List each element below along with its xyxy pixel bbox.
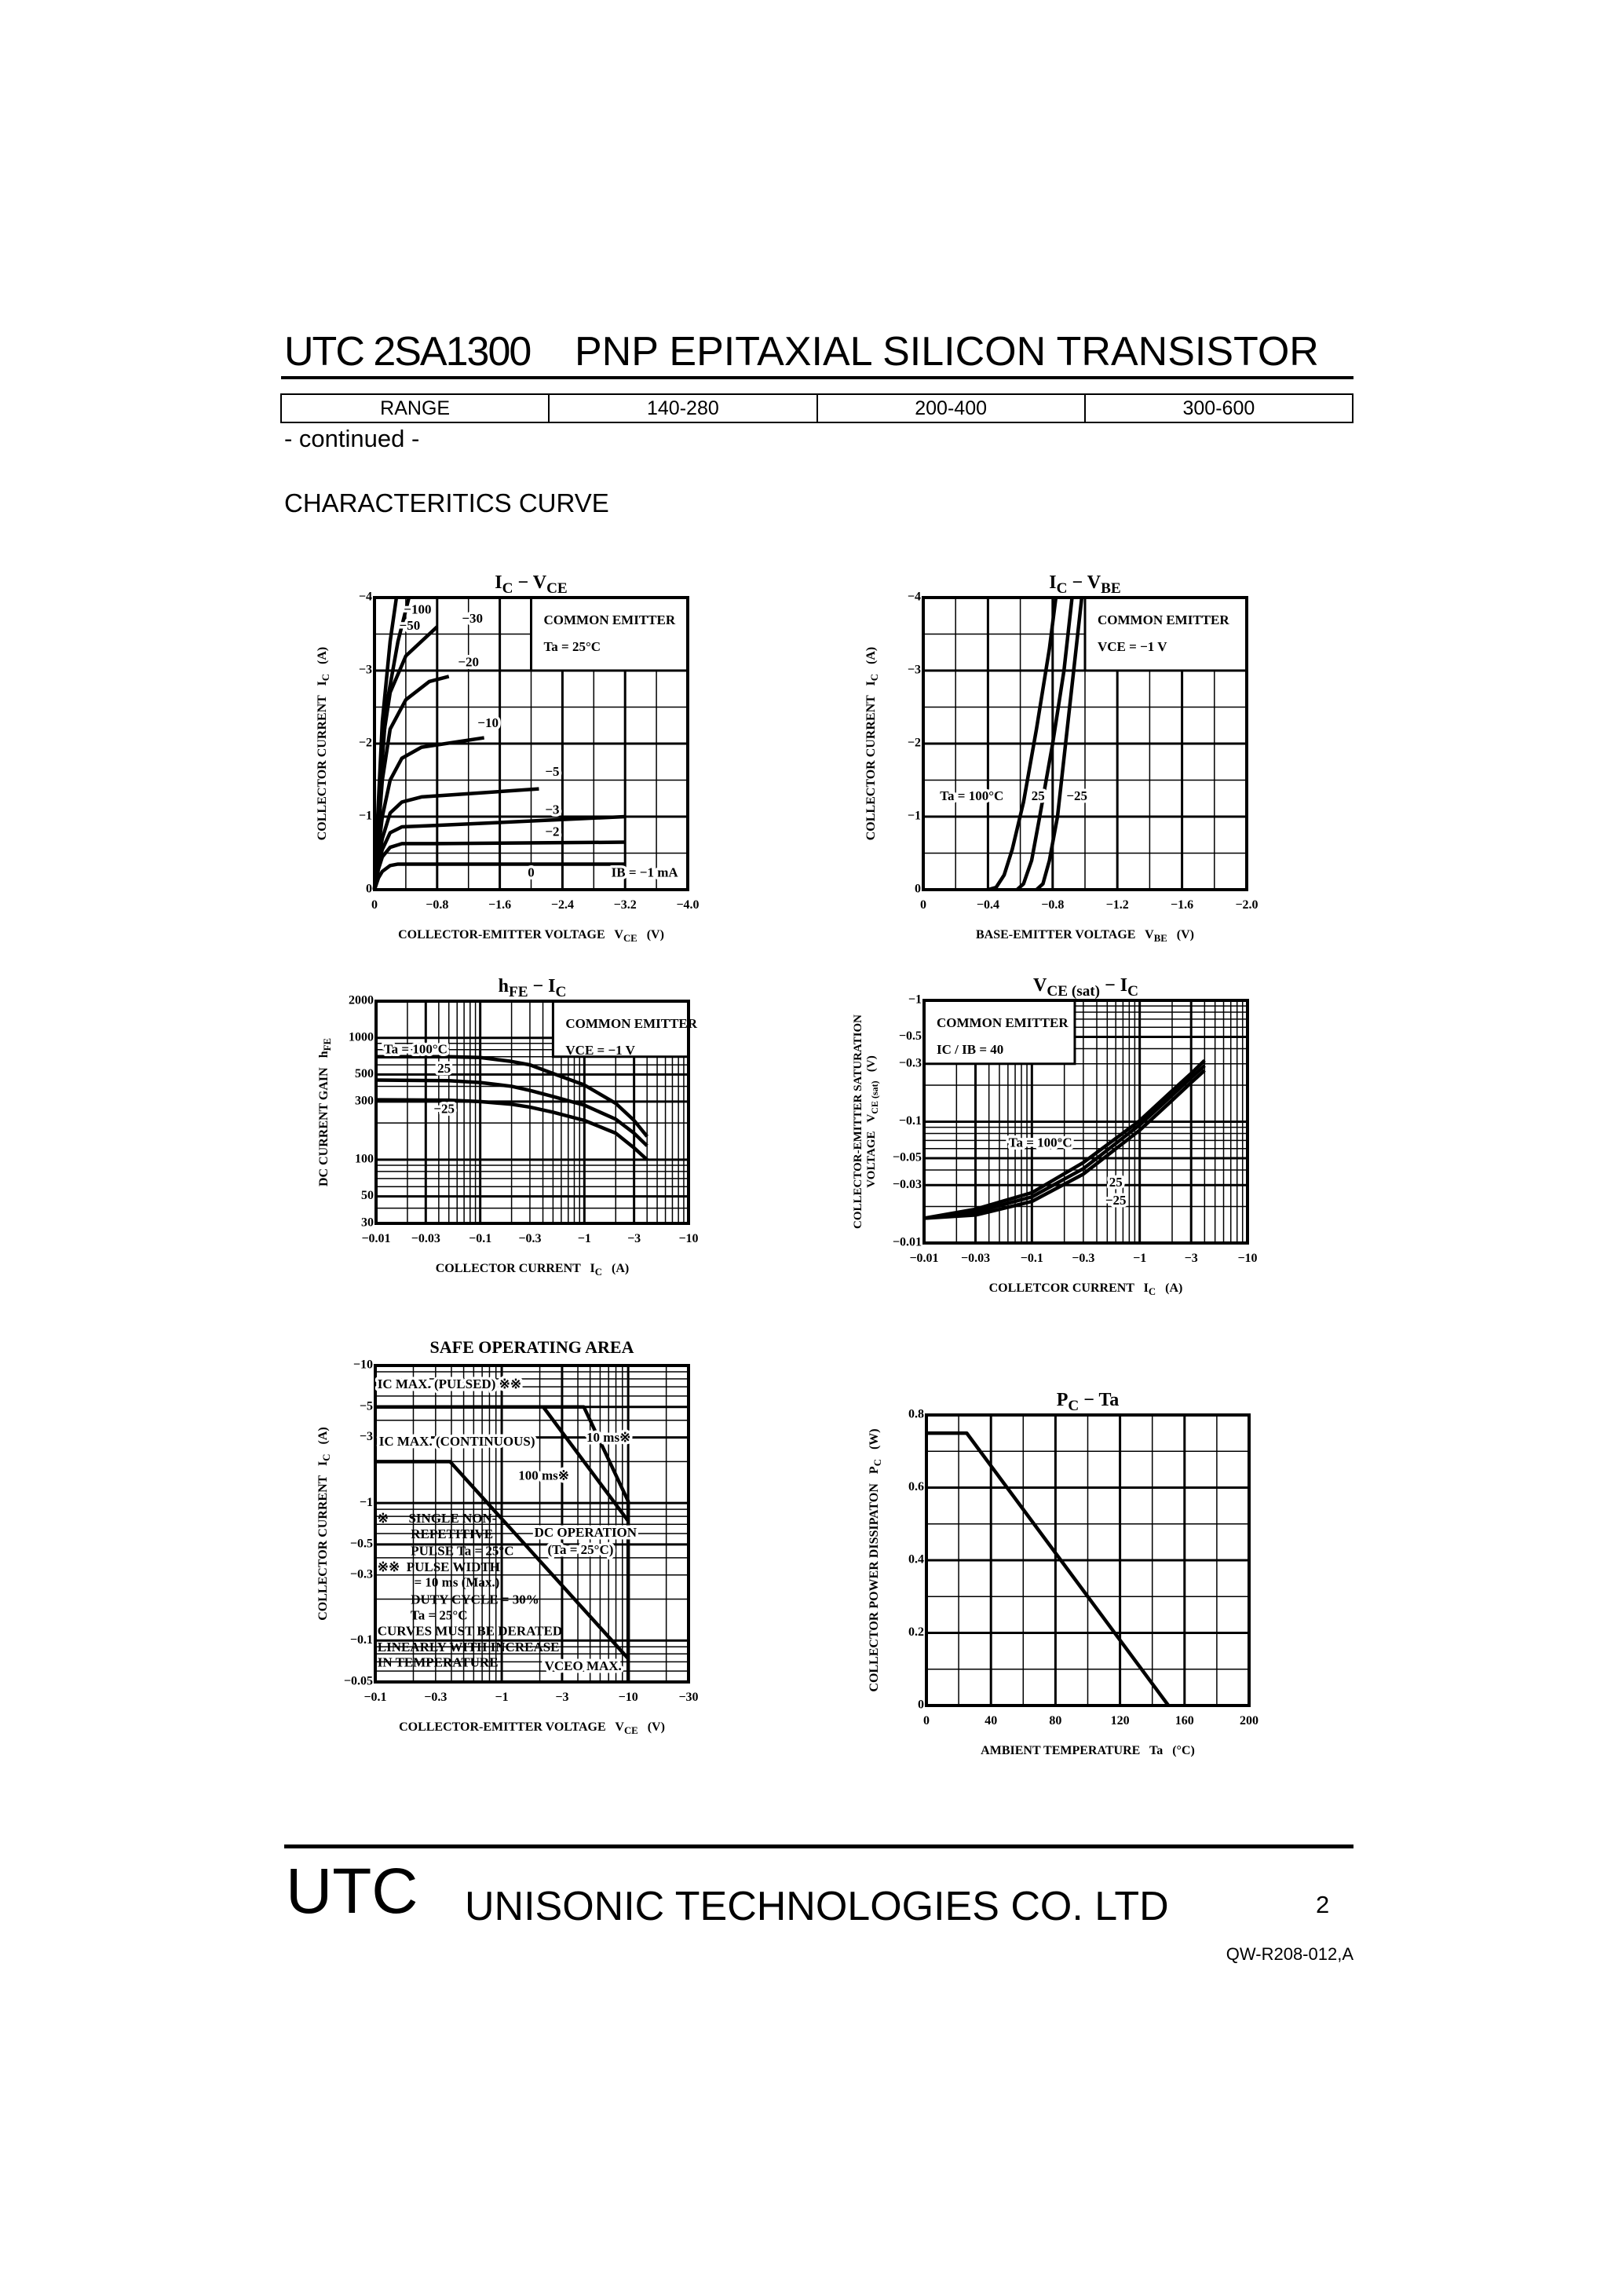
y-tick-label: −0.3 — [898, 1056, 922, 1070]
note-line: ※ SINGLE NON- — [377, 1510, 497, 1526]
text-segment: C — [555, 983, 567, 1000]
text-segment: COLLETCOR CURRENT I — [988, 1281, 1149, 1295]
y-axis-label — [317, 1038, 333, 1186]
text-segment: BE — [1101, 579, 1121, 597]
y-tick-label: −5 — [359, 1399, 373, 1413]
text-segment: − Ta — [1079, 1390, 1120, 1410]
x-tick-label: −0.3 — [518, 1232, 542, 1245]
x-axis-label — [976, 928, 1194, 944]
curve-label: −100 — [404, 601, 432, 617]
y-tick-label: −3 — [907, 663, 921, 677]
note-line: IN TEMPERATURE — [377, 1654, 499, 1670]
note-line: ※※ PULSE WIDTH — [377, 1559, 500, 1574]
y-tick-label: 0 — [918, 1698, 924, 1712]
text-segment: (A) — [602, 1262, 630, 1275]
x-tick-label: −10 — [618, 1691, 638, 1704]
curve-label: −3 — [545, 802, 560, 817]
note-line: CURVES MUST BE DERATED — [377, 1623, 563, 1639]
section-title: CHARACTERITICS CURVE — [284, 488, 609, 517]
y-tick-label: 300 — [355, 1094, 374, 1108]
text-segment: (V) — [637, 1720, 665, 1734]
curve-label: 100 ms※ — [518, 1468, 570, 1483]
y-tick-label: −0.05 — [892, 1150, 922, 1164]
text-segment: COLLECTOR CURRENT I — [435, 1262, 595, 1275]
chart-0 — [316, 572, 700, 944]
text-segment: COLLECTOR-EMITTER VOLTAGE V — [399, 1720, 624, 1734]
page-number: 2 — [1316, 1891, 1330, 1918]
x-tick-label: −4.0 — [676, 898, 700, 912]
y-tick-label: 0.4 — [908, 1552, 924, 1567]
x-tick-label: −0.8 — [1041, 898, 1065, 912]
y-tick-label: −4 — [358, 590, 372, 604]
y-tick-label: −0.05 — [343, 1674, 373, 1688]
text-segment: CE — [623, 1724, 638, 1736]
note-line: Ta = 25°C — [377, 1607, 468, 1623]
legend-box — [532, 598, 689, 671]
x-tick-label: −3 — [627, 1232, 641, 1245]
chart-3 — [852, 975, 1258, 1297]
text-segment: C — [502, 579, 513, 597]
x-tick-label: −0.3 — [424, 1691, 448, 1704]
text-segment: COLLECTOR CURRENT I — [864, 681, 878, 841]
x-tick-label: −0.3 — [1072, 1252, 1095, 1265]
curve-label: 25 — [1031, 788, 1045, 803]
x-tick-label: −2.0 — [1235, 898, 1259, 912]
x-tick-label: −1 — [577, 1232, 591, 1245]
legend-text: VCE = −1 V — [565, 1043, 635, 1058]
note-line: PULSE Ta = 25°C — [377, 1543, 514, 1559]
y-tick-label: −1 — [908, 993, 922, 1007]
curve-label: Ta = 100°C — [383, 1041, 448, 1057]
curve-label: DC OPERATION — [534, 1524, 637, 1540]
legend-text: COMMON EMITTER — [1098, 612, 1229, 627]
y-tick-label: 50 — [361, 1189, 374, 1203]
chart-title — [495, 572, 567, 597]
y-tick-label: 2000 — [349, 993, 374, 1007]
text-segment: CE (sat) — [1047, 982, 1101, 1000]
text-segment: C — [1127, 982, 1138, 1000]
text-segment: (A) — [316, 646, 329, 674]
y-tick-label: 100 — [355, 1152, 374, 1166]
company-name: UNISONIC TECHNOLOGIES CO. LTD — [465, 1884, 1169, 1929]
curve-label: 25 — [1109, 1174, 1123, 1190]
chart-title — [1033, 975, 1138, 1000]
y-axis-label — [316, 647, 331, 840]
x-tick-label: −3.2 — [613, 898, 637, 912]
curve-label: Ta = 100°C — [940, 788, 1004, 803]
y-axis-label — [868, 1428, 883, 1691]
range-cell: 140-280 — [548, 395, 816, 422]
series-line — [374, 789, 539, 890]
series-line — [926, 1433, 1168, 1706]
x-tick-label: 40 — [985, 1714, 998, 1727]
legend-text: VCE = −1 V — [1098, 639, 1167, 654]
y-axis-label — [864, 647, 880, 840]
y-tick-label: −0.01 — [892, 1235, 922, 1249]
x-tick-label: −1 — [495, 1691, 509, 1704]
text-segment: DC CURRENT GAIN h — [317, 1051, 331, 1186]
x-tick-label: −0.1 — [363, 1691, 387, 1704]
text-segment: COLLECTOR POWER DISSIPATON P — [868, 1466, 881, 1692]
y-tick-label: 1000 — [349, 1030, 374, 1044]
text-segment: (A) — [864, 646, 878, 674]
text-segment: COLLECTOR-EMITTER SATURATION — [852, 1015, 864, 1229]
x-tick-label: 120 — [1110, 1714, 1130, 1727]
x-tick-label: −2.4 — [550, 898, 574, 912]
y-tick-label: −0.1 — [898, 1114, 922, 1128]
chart-2 — [317, 976, 699, 1278]
x-tick-label: −3 — [555, 1691, 569, 1704]
y-tick-label: −0.1 — [349, 1632, 373, 1647]
x-tick-label: −1.2 — [1105, 898, 1129, 912]
text-segment: COLLECTOR CURRENT I — [316, 681, 329, 841]
curve-label: −25 — [1066, 788, 1088, 803]
y-tick-label: 30 — [361, 1216, 374, 1230]
legend-text: COMMON EMITTER — [565, 1016, 698, 1031]
text-segment: − I — [1100, 975, 1128, 996]
text-segment: C — [320, 1453, 332, 1461]
x-tick-label: −1 — [1133, 1252, 1147, 1265]
text-segment: C — [320, 673, 331, 682]
text-segment: BE — [1153, 932, 1167, 944]
chart-title — [1049, 572, 1120, 597]
y-tick-label: 0.8 — [908, 1407, 924, 1421]
x-tick-label: 160 — [1174, 1714, 1194, 1727]
curve-label: 0 — [528, 865, 535, 880]
x-tick-label: −0.03 — [411, 1232, 440, 1245]
legend-text: COMMON EMITTER — [543, 612, 676, 627]
y-tick-label: −2 — [907, 736, 921, 750]
text-segment: V — [1033, 975, 1047, 996]
curve-label: IB = −1 mA — [611, 865, 678, 880]
text-segment: BASE-EMITTER VOLTAGE V — [975, 928, 1154, 941]
x-axis-label — [436, 1262, 629, 1278]
part-number: UTC 2SA1300 — [284, 329, 531, 375]
note-line: = 10 ms (Max.) — [377, 1574, 500, 1590]
note-line: DUTY CYCLE = 30% — [377, 1592, 539, 1607]
x-tick-label: −0.01 — [909, 1252, 939, 1265]
y-axis-label — [316, 1427, 332, 1620]
y-tick-label: −3 — [359, 1430, 373, 1444]
legend-box — [1085, 598, 1247, 671]
x-tick-label: −0.4 — [976, 898, 999, 912]
text-segment: (A) — [316, 1427, 330, 1454]
curve-label: −50 — [399, 618, 421, 634]
curve-label: IC MAX. (PULSED) ※※ — [377, 1376, 522, 1391]
curve-label: −2 — [545, 824, 560, 839]
curve-label: −5 — [545, 764, 560, 780]
chart-1 — [864, 572, 1259, 944]
x-tick-label: 0 — [923, 1714, 930, 1727]
footer-rule — [284, 1844, 1353, 1848]
y-tick-label: −0.5 — [898, 1029, 922, 1044]
document-number: QW-R208-012,A — [1226, 1944, 1353, 1964]
legend-text: IC / IB = 40 — [937, 1042, 1004, 1057]
curve-label: −30 — [462, 610, 484, 626]
y-tick-label: 0.2 — [908, 1625, 924, 1640]
y-tick-label: −1 — [359, 1495, 373, 1509]
y-tick-label: −3 — [358, 663, 372, 677]
x-tick-label: −0.1 — [1020, 1252, 1043, 1265]
text-segment: C — [868, 673, 880, 682]
x-tick-label: −10 — [678, 1232, 699, 1245]
y-axis-label — [865, 1055, 880, 1187]
text-segment: VOLTAGE V — [865, 1113, 878, 1188]
text-segment: COLLECTOR-EMITTER VOLTAGE V — [398, 928, 623, 941]
text-segment: CE (sat) — [868, 1080, 880, 1114]
legend-text: COMMON EMITTER — [937, 1015, 1069, 1030]
text-segment: P — [1056, 1390, 1069, 1410]
chart-5 — [868, 1390, 1259, 1757]
x-axis-label — [981, 1744, 1195, 1757]
x-tick-label: 0 — [920, 898, 926, 912]
curve-label: 10 ms※ — [586, 1429, 631, 1445]
text-segment: I — [495, 572, 502, 593]
y-tick-label: −1 — [358, 809, 372, 823]
y-tick-label: −10 — [353, 1358, 373, 1372]
legend-text: Ta = 25°C — [543, 639, 601, 654]
x-tick-label: 200 — [1240, 1714, 1259, 1727]
curve-label: −25 — [433, 1101, 455, 1117]
text-segment: (V) — [637, 928, 664, 941]
curve-label: 25 — [437, 1060, 451, 1076]
text-segment: (V) — [865, 1055, 878, 1081]
text-segment: CE — [623, 932, 637, 944]
y-tick-label: −0.03 — [892, 1177, 922, 1191]
curve-label: VCEO MAX. — [544, 1658, 622, 1674]
part-description: PNP EPITAXIAL SILICON TRANSISTOR — [575, 329, 1319, 375]
y-tick-label: −1 — [907, 809, 921, 823]
curve-label: IC MAX. (CONTINUOUS) — [378, 1434, 535, 1450]
text-segment: (A) — [1156, 1281, 1183, 1295]
curve-label: −20 — [458, 654, 480, 670]
note-line: LINEARLY WITH INCREASE — [377, 1639, 560, 1654]
y-tick-label: −0.5 — [349, 1537, 373, 1551]
y-tick-label: −4 — [907, 590, 921, 604]
chart-4 — [316, 1337, 699, 1736]
x-tick-label: 0 — [371, 898, 378, 912]
x-tick-label: −0.8 — [426, 898, 449, 912]
x-tick-label: −10 — [1237, 1252, 1258, 1265]
y-axis-label — [852, 1015, 864, 1229]
x-tick-label: −0.03 — [960, 1252, 991, 1265]
text-segment: FE — [508, 983, 528, 1000]
text-segment: COLLECTOR CURRENT I — [316, 1461, 330, 1621]
y-tick-label: 0 — [915, 882, 921, 896]
x-tick-label: −0.1 — [469, 1232, 492, 1245]
text-segment: (W) — [868, 1428, 881, 1460]
company-logo: UTC — [286, 1855, 418, 1927]
y-tick-label: 0 — [366, 882, 372, 896]
curve-label: (Ta = 25°C) — [547, 1541, 614, 1557]
x-tick-label: −1.6 — [488, 898, 512, 912]
x-tick-label: −3 — [1184, 1252, 1198, 1265]
curve-label: Ta = 100°C — [1008, 1135, 1072, 1150]
chart-title — [430, 1337, 634, 1357]
x-tick-label: 80 — [1049, 1714, 1062, 1727]
text-segment: FE — [321, 1038, 333, 1051]
text-segment: AMBIENT TEMPERATURE Ta (°C) — [981, 1744, 1195, 1757]
text-segment: − V — [513, 572, 547, 593]
chart-title — [499, 976, 567, 1000]
x-axis-label — [398, 928, 664, 944]
continued-note: - continued - — [284, 425, 420, 452]
text-segment: C — [1056, 579, 1068, 597]
y-tick-label: 0.6 — [908, 1480, 924, 1494]
text-segment: − V — [1067, 572, 1101, 593]
y-tick-label: 500 — [355, 1067, 374, 1081]
text-segment: I — [1049, 572, 1057, 593]
text-segment: − I — [528, 976, 556, 996]
range-cell: 300-600 — [1084, 395, 1352, 422]
text-segment: C — [1148, 1285, 1156, 1297]
note-line: REPETITIVE — [377, 1526, 494, 1541]
y-tick-label: −0.3 — [349, 1567, 373, 1581]
x-tick-label: −1.6 — [1171, 898, 1194, 912]
x-axis-label — [399, 1720, 665, 1736]
text-segment: CE — [546, 579, 568, 597]
y-tick-label: −2 — [358, 736, 372, 750]
range-cell: 200-400 — [816, 395, 1084, 422]
range-cell-label: RANGE — [380, 397, 451, 419]
curve-label: −25 — [1105, 1193, 1127, 1208]
text-segment: C — [1068, 1397, 1080, 1414]
x-axis-label — [989, 1281, 1183, 1297]
text-segment: C — [594, 1266, 603, 1278]
text-segment: (V) — [1167, 928, 1195, 941]
text-segment: SAFE OPERATING AREA — [429, 1337, 634, 1357]
chart-title — [1057, 1390, 1120, 1414]
curve-label: −10 — [477, 715, 499, 730]
x-tick-label: −30 — [678, 1691, 699, 1704]
text-segment: h — [498, 976, 509, 996]
text-segment: C — [871, 1459, 883, 1467]
x-tick-label: −0.01 — [361, 1232, 391, 1245]
